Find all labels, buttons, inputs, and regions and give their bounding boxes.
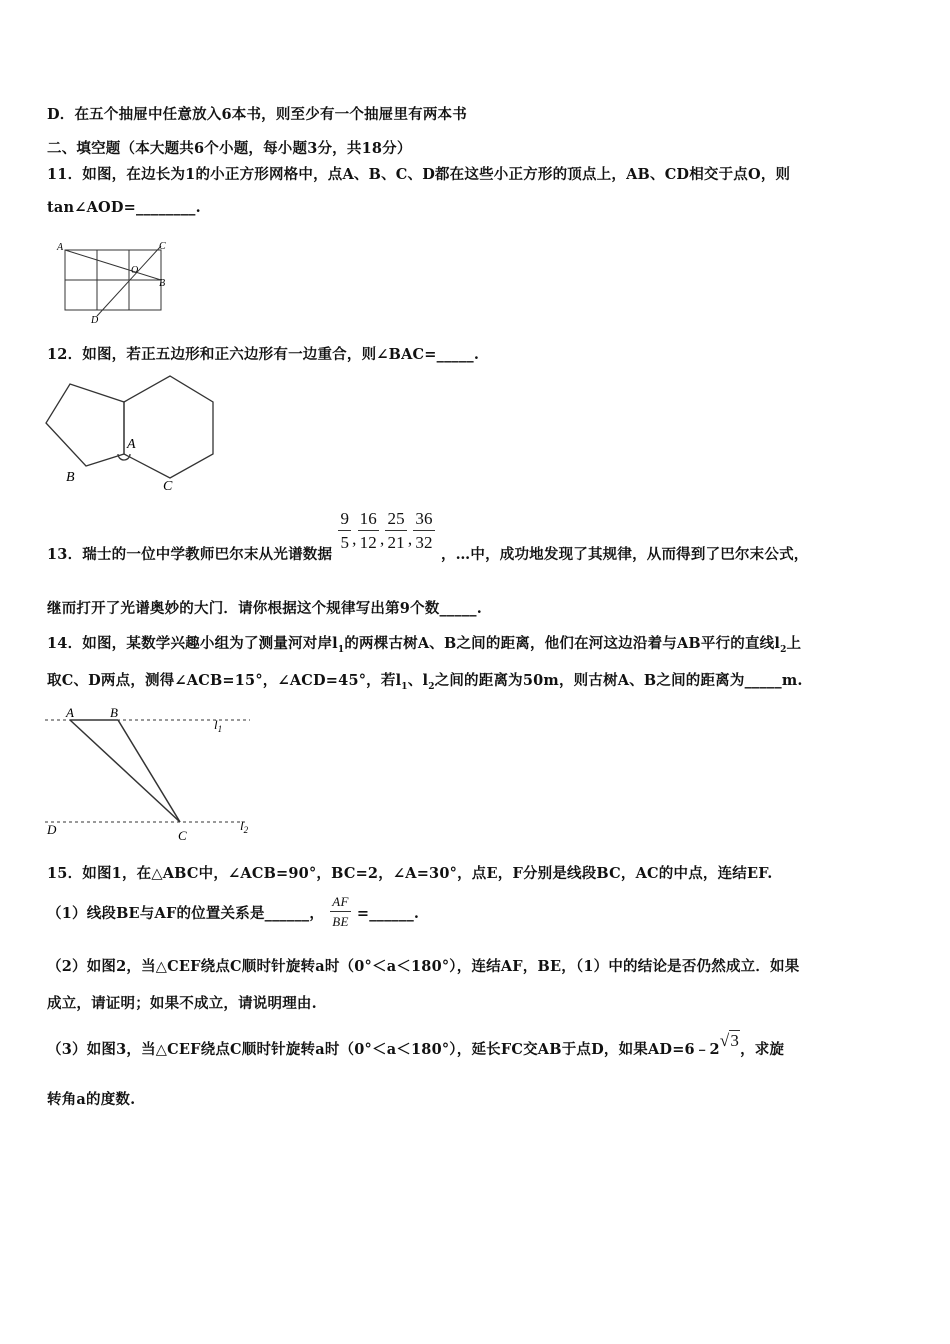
fraction-af-be: $\frac{AF}{BE}$	[332, 894, 349, 929]
q11-grid-figure	[55, 238, 175, 326]
grid-label-a: A	[57, 242, 64, 253]
grid-label-c: C	[159, 241, 166, 252]
q11-text: 11．如图，在边长为1的小正方形网格中，点A、B、C、D都在这些小正方形的顶点上，AB、CD相交于点O，则	[47, 166, 791, 183]
q13-text-pre: 13．瑞士的一位中学教师巴尔末从光谱数据	[47, 545, 333, 563]
q15-text: 15．如图1，在△ABC中，∠ACB=90°，BC=2，∠A=30°，点E，F分别是线段BC，AC的中点，连结EF.	[47, 865, 773, 882]
q13-text-post: ，…中，成功地发现了其规律，从而得到了巴尔末公式，	[440, 545, 809, 563]
q13-text-cont: 继而打开了光谱奥妙的大门．请你根据这个规律写出第9个数_____.	[47, 600, 482, 617]
q14-text: 14．如图，某数学兴趣小组为了测量河对岸$l_1$的两棵古树A、B之间的距离，他们在河这边沿着与AB平行的直线$l_2$上	[47, 635, 802, 655]
q14-river-figure	[40, 700, 270, 845]
fraction-3: $\frac{25}{21}$	[387, 509, 405, 552]
q15-part2-cont: 成立，请证明；如果不成立，请说明理由.	[47, 995, 317, 1012]
fraction-1: $\frac{9}{5}$	[340, 509, 350, 552]
river-label-a: A	[66, 705, 74, 720]
river-label-d: D	[47, 822, 57, 837]
fraction-2: $\frac{16}{12}$	[359, 509, 377, 552]
q15-part3: （3）如图3，当△CEF绕点C顺时针旋转a时（0°＜a＜180°），延长FC交AB于点D，如果AD=6﹣2√3，求旋	[47, 1031, 785, 1058]
fraction-4: $\frac{36}{32}$	[415, 509, 433, 552]
q12-polygon-figure	[40, 368, 220, 496]
polygon-label-a: A	[127, 437, 136, 452]
grid-label-o: O	[131, 265, 139, 276]
grid-label-b: B	[159, 278, 166, 289]
section-heading: 二、填空题（本大题共6个小题，每小题3分，共18分）	[47, 140, 412, 157]
river-label-b: B	[110, 705, 118, 720]
q15-part1: （1）线段BE与AF的位置关系是______， $\frac{AF}{BE}$ =______.	[47, 894, 420, 929]
polygon-label-b: B	[66, 470, 75, 485]
q14-text-cont: 取C、D两点，测得∠ACB=15°，∠ACD=45°，若$l_1$、$l_2$之间的距离为50m，则古树A、B之间的距离为_____m.	[47, 672, 803, 692]
river-label-c: C	[178, 828, 187, 843]
q15-part2: （2）如图2，当△CEF绕点C顺时针旋转a时（0°＜a＜180°），连结AF，BE，（1）中的结论是否仍然成立．如果	[47, 958, 800, 975]
sqrt-3: √3	[719, 1031, 740, 1050]
q15-part3-cont: 转角a的度数.	[47, 1091, 136, 1108]
option-d: D．在五个抽屉中任意放入6本书，则至少有一个抽屉里有两本书	[47, 106, 467, 123]
river-label-l1: $l_1$	[214, 717, 223, 734]
q12-text: 12．如图，若正五边形和正六边形有一边重合，则∠BAC=_____.	[47, 346, 480, 363]
q11-text-cont: tan∠AOD=________.	[47, 199, 201, 216]
q13-text: 13．瑞士的一位中学教师巴尔末从光谱数据 $\frac{9}{5}$ , $\frac{16}{12}$ , $\frac{25}{21}$ , $\frac{36}{32}$ ，…中，成功地发现了其规律，从而得到了巴尔末公式，	[47, 509, 809, 563]
polygon-label-c: C	[163, 479, 173, 494]
river-label-l2: $l_2$	[240, 818, 249, 835]
grid-label-d: D	[91, 315, 99, 326]
